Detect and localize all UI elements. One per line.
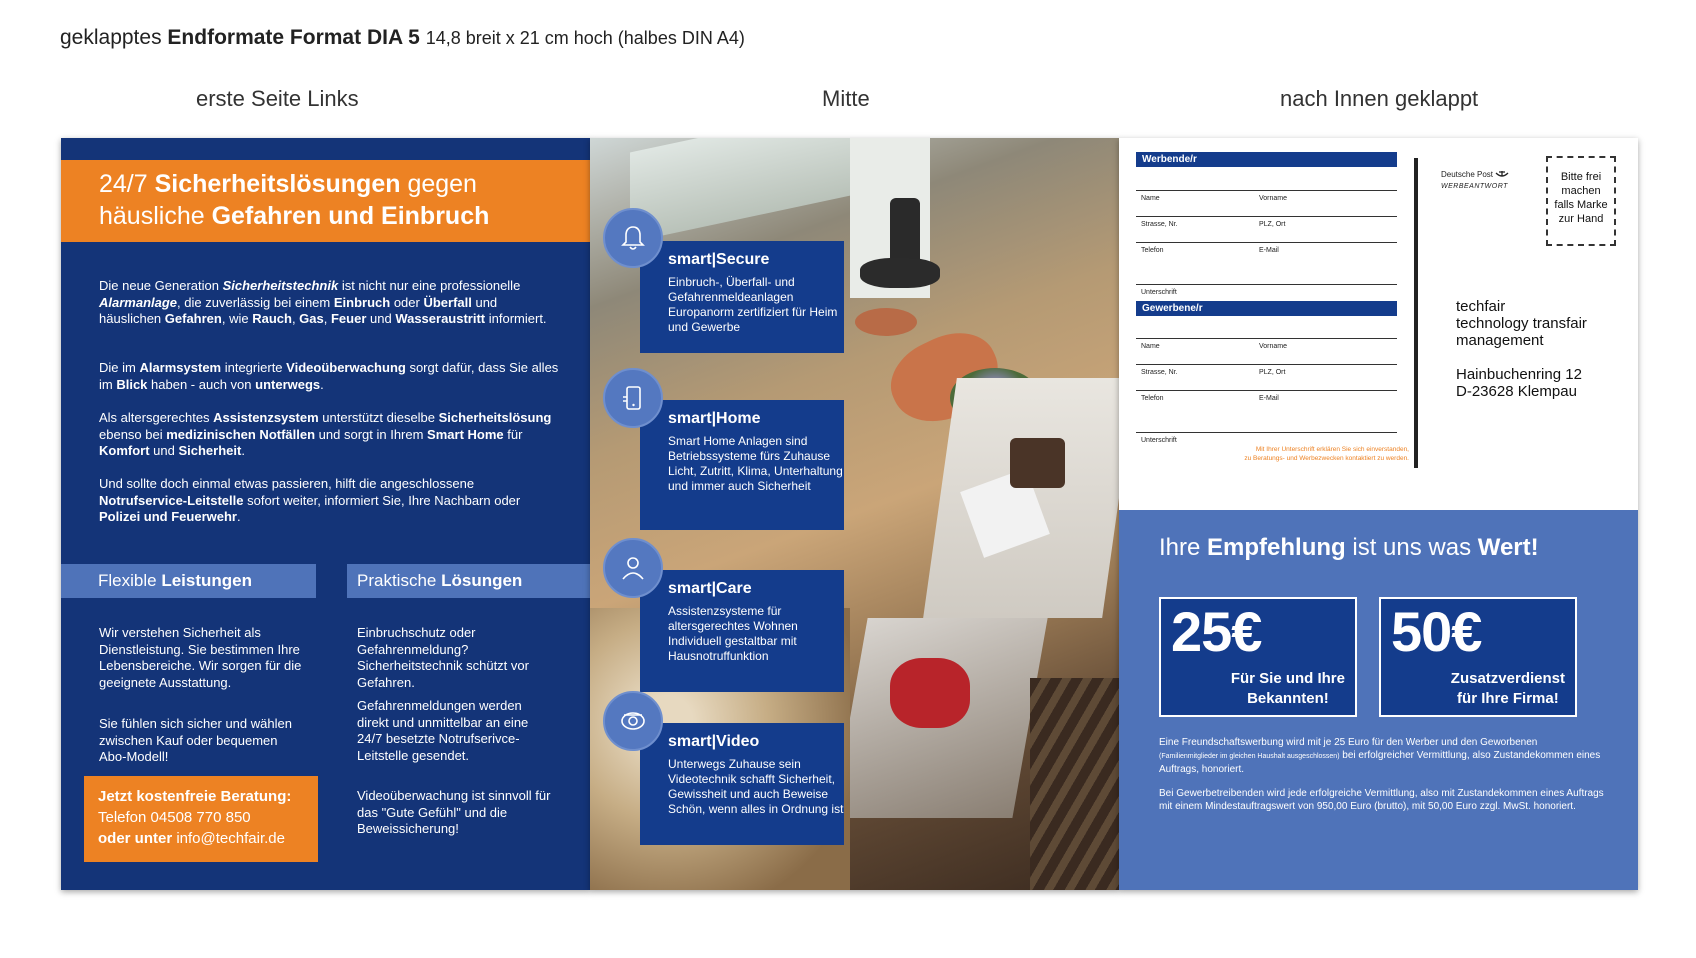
deutsche-post-logo: Deutsche Post	[1441, 170, 1509, 180]
wallet	[1010, 438, 1065, 488]
camera-icon	[603, 691, 663, 751]
emergency-paragraph: Und sollte doch einmal etwas passieren, hilft die angeschlossene Notrufservice-Leitstelle sofort weiter, informiert Sie, Ihre Nachbarn oder Polizei und Feuerwehr.	[99, 476, 521, 524]
referral-terms-private: Eine Freundschaftswerbung wird mit je 25 Euro für den Werber und den Geworbenen (Familienmitglieder im gleichen Haushalt ausgeschlossen) bei erfolgreicher Vermittlung, also Zustandekommen eines Auftrags, honoriert.	[1159, 737, 1601, 775]
feature-care: smart|Care Assistenzsysteme für altersgerechtes Wohnen Individuell gestaltbar mit Hausnotruffunktion	[640, 570, 844, 692]
headline-line-2: häusliche Gefahren und Einbruch	[99, 202, 490, 230]
address-line-5: Hainbuchenring 12	[1456, 366, 1582, 383]
bonus-box-business: 50€ Zusatzverdienst für Ihre Firma!	[1379, 597, 1577, 717]
stamp-area: Bitte frei machen falls Marke zur Hand	[1546, 156, 1616, 246]
postcard-divider	[1414, 158, 1418, 468]
referrer-name-field[interactable]	[1136, 174, 1397, 190]
intro-paragraph: Die neue Generation Sicherheitstechnik ist nicht nur eine professionelle Alarmanlage, die zuverlässig bei einem Einbruch oder Überfall und häuslichen Gefahren, wie Rauch, Gas, Feuer und Wasseraustritt informiert.	[99, 278, 547, 326]
column-label-middle: Mitte	[822, 86, 870, 111]
address-line-3: management	[1456, 332, 1544, 349]
phone-base	[860, 258, 940, 288]
email-link[interactable]: info@techfair.de	[176, 830, 285, 847]
headline-line-1: 24/7 Sicherheitslösungen gegen	[99, 170, 477, 198]
address-line-2: technology transfair	[1456, 315, 1587, 332]
document-title: geklapptes Endformate Format DIA 5 14,8 breit x 21 cm hoch (halbes DIN A4)	[60, 26, 745, 49]
window-frame	[630, 138, 860, 242]
subheading-practical: Praktische Lösungen	[347, 564, 590, 598]
consultation-cta[interactable]: Jetzt kostenfreie Beratung: Telefon 04508 770 850 oder unter info@techfair.de	[84, 776, 318, 862]
assist-paragraph: Als altersgerechtes Assistenzsystem unterstützt dieselbe Sicherheitslösung ebenso bei medizinischen Notfällen und sorgt in Ihrem Smart Home für Komfort und Sicherheit.	[99, 410, 552, 458]
practical-paragraph-2: Gefahrenmeldungen werden direkt und unmittelbar an eine 24/7 besetzte Notrufserivce-Leitstelle gesendet.	[357, 698, 529, 763]
red-cloth	[890, 658, 970, 728]
form-header-referrer: Werbende/r	[1136, 152, 1397, 167]
address-line-6: D-23628 Klempau	[1456, 383, 1577, 400]
headline-box	[61, 160, 636, 242]
bell-icon	[603, 208, 663, 268]
practical-paragraph-1: Einbruchschutz oder Gefahrenmeldung? Sicherheitstechnik schützt vor Gefahren.	[357, 625, 529, 690]
flexible-paragraph-1: Wir verstehen Sicherheit als Dienstleistung. Sie bestimmen Ihre Lebensbereiche. Wir sorgen für die geeignete Ausstattung.	[99, 625, 302, 690]
feature-secure: smart|Secure Einbruch-, Überfall- und Gefahrenmeldeanlagen Europanorm zertifiziert für Heim und Gewerbe	[640, 241, 844, 353]
column-label-right: nach Innen geklappt	[1280, 86, 1479, 111]
feature-home: smart|Home Smart Home Anlagen sind Betriebssysteme fürs Zuhause Licht, Zutritt, Klima, Unterhaltung und immer auch Sicherheit	[640, 400, 844, 530]
video-paragraph: Die im Alarmsystem integrierte Videoüberwachung sorgt dafür, dass Sie alles im Blick haben - auch von unterwegs.	[99, 360, 559, 392]
smartphone-icon	[603, 368, 663, 428]
address-line-1: techfair	[1456, 298, 1506, 315]
right-page: Werbende/r Name Vorname Strasse, Nr. PLZ, Ort Telefon E-Mail Unterschrift Gewerbene/r Name Vorname Strasse, Nr. PLZ, Ort Telefon E-Mail Unterschrift Mit Ihrer Unterschrift erklären Sie sich einverstanden, zu Beratungs- und Werbezwecken kontaktiert zu werden. Deutsche Post WERBEANTWORT Bitte frei machen falls Marke zur Hand techfair technology transfair management Hainbuchenring 12 D-23628 Klempau Ihre Empfehlung ist uns was Wert! 25€ Für Sie und Ihre Bekannten! 50€ Zusatzverdienst für Ihre Firma! Eine Freundschaftswerbung wird mit je 25 Euro für den Werber und den Geworbenen (Familienmitglieder im gleichen Haushalt ausgeschlossen) bei erfolgreicher Vermittlung, also Zustandekommen eines Auftrags, honoriert. Bei Gewerbetreibenden wird jede erfolgreiche Vermittlung, also mit Zustandekommen eines Auftrags mit einem Mindestauftragswert von 950,00 Euro (brutto), mit 50,00 Euro zzgl. MwSt. honoriert.	[1119, 138, 1638, 890]
recommendation-section	[1119, 510, 1638, 890]
recommendation-title: Ihre Empfehlung ist uns was Wert!	[1159, 534, 1539, 561]
consent-note: Mit Ihrer Unterschrift erklären Sie sich einverstanden, zu Beratungs- und Werbezwecken kontaktiert zu werden.	[1244, 446, 1409, 462]
subheading-flexible: Flexible Leistungen	[61, 564, 316, 598]
rug-edge	[1030, 678, 1119, 890]
bonus-box-private: 25€ Für Sie und Ihre Bekannten!	[1159, 597, 1357, 717]
practical-paragraph-3: Videoüberwachung ist sinnvoll für das "Gute Gefühl" und die Beweissicherung!	[357, 788, 551, 836]
middle-page	[590, 138, 1119, 890]
phone-number[interactable]: Telefon 04508 770 850	[98, 809, 251, 826]
column-label-left: erste Seite Links	[196, 86, 359, 111]
feature-video: smart|Video Unterwegs Zuhause sein Videotechnik schafft Sicherheit, Gewissheit und auch Beweise Schön, wenn alles in Ordnung ist	[640, 723, 844, 845]
saucer	[855, 308, 917, 336]
referral-terms-business: Bei Gewerbetreibenden wird jede erfolgreiche Vermittlung, also mit Zustandekommen eines Auftrags mit einem Mindestauftragswert von 950,00 Euro (brutto), mit 50,00 Euro zzgl. MwSt. honoriert.	[1159, 788, 1604, 812]
flexible-paragraph-2: Sie fühlen sich sicher und wählen zwischen Kauf oder bequemen Abo-Modell!	[99, 716, 292, 764]
left-page	[61, 138, 590, 890]
form-header-recruited: Gewerbene/r	[1136, 301, 1397, 316]
person-icon	[603, 538, 663, 598]
